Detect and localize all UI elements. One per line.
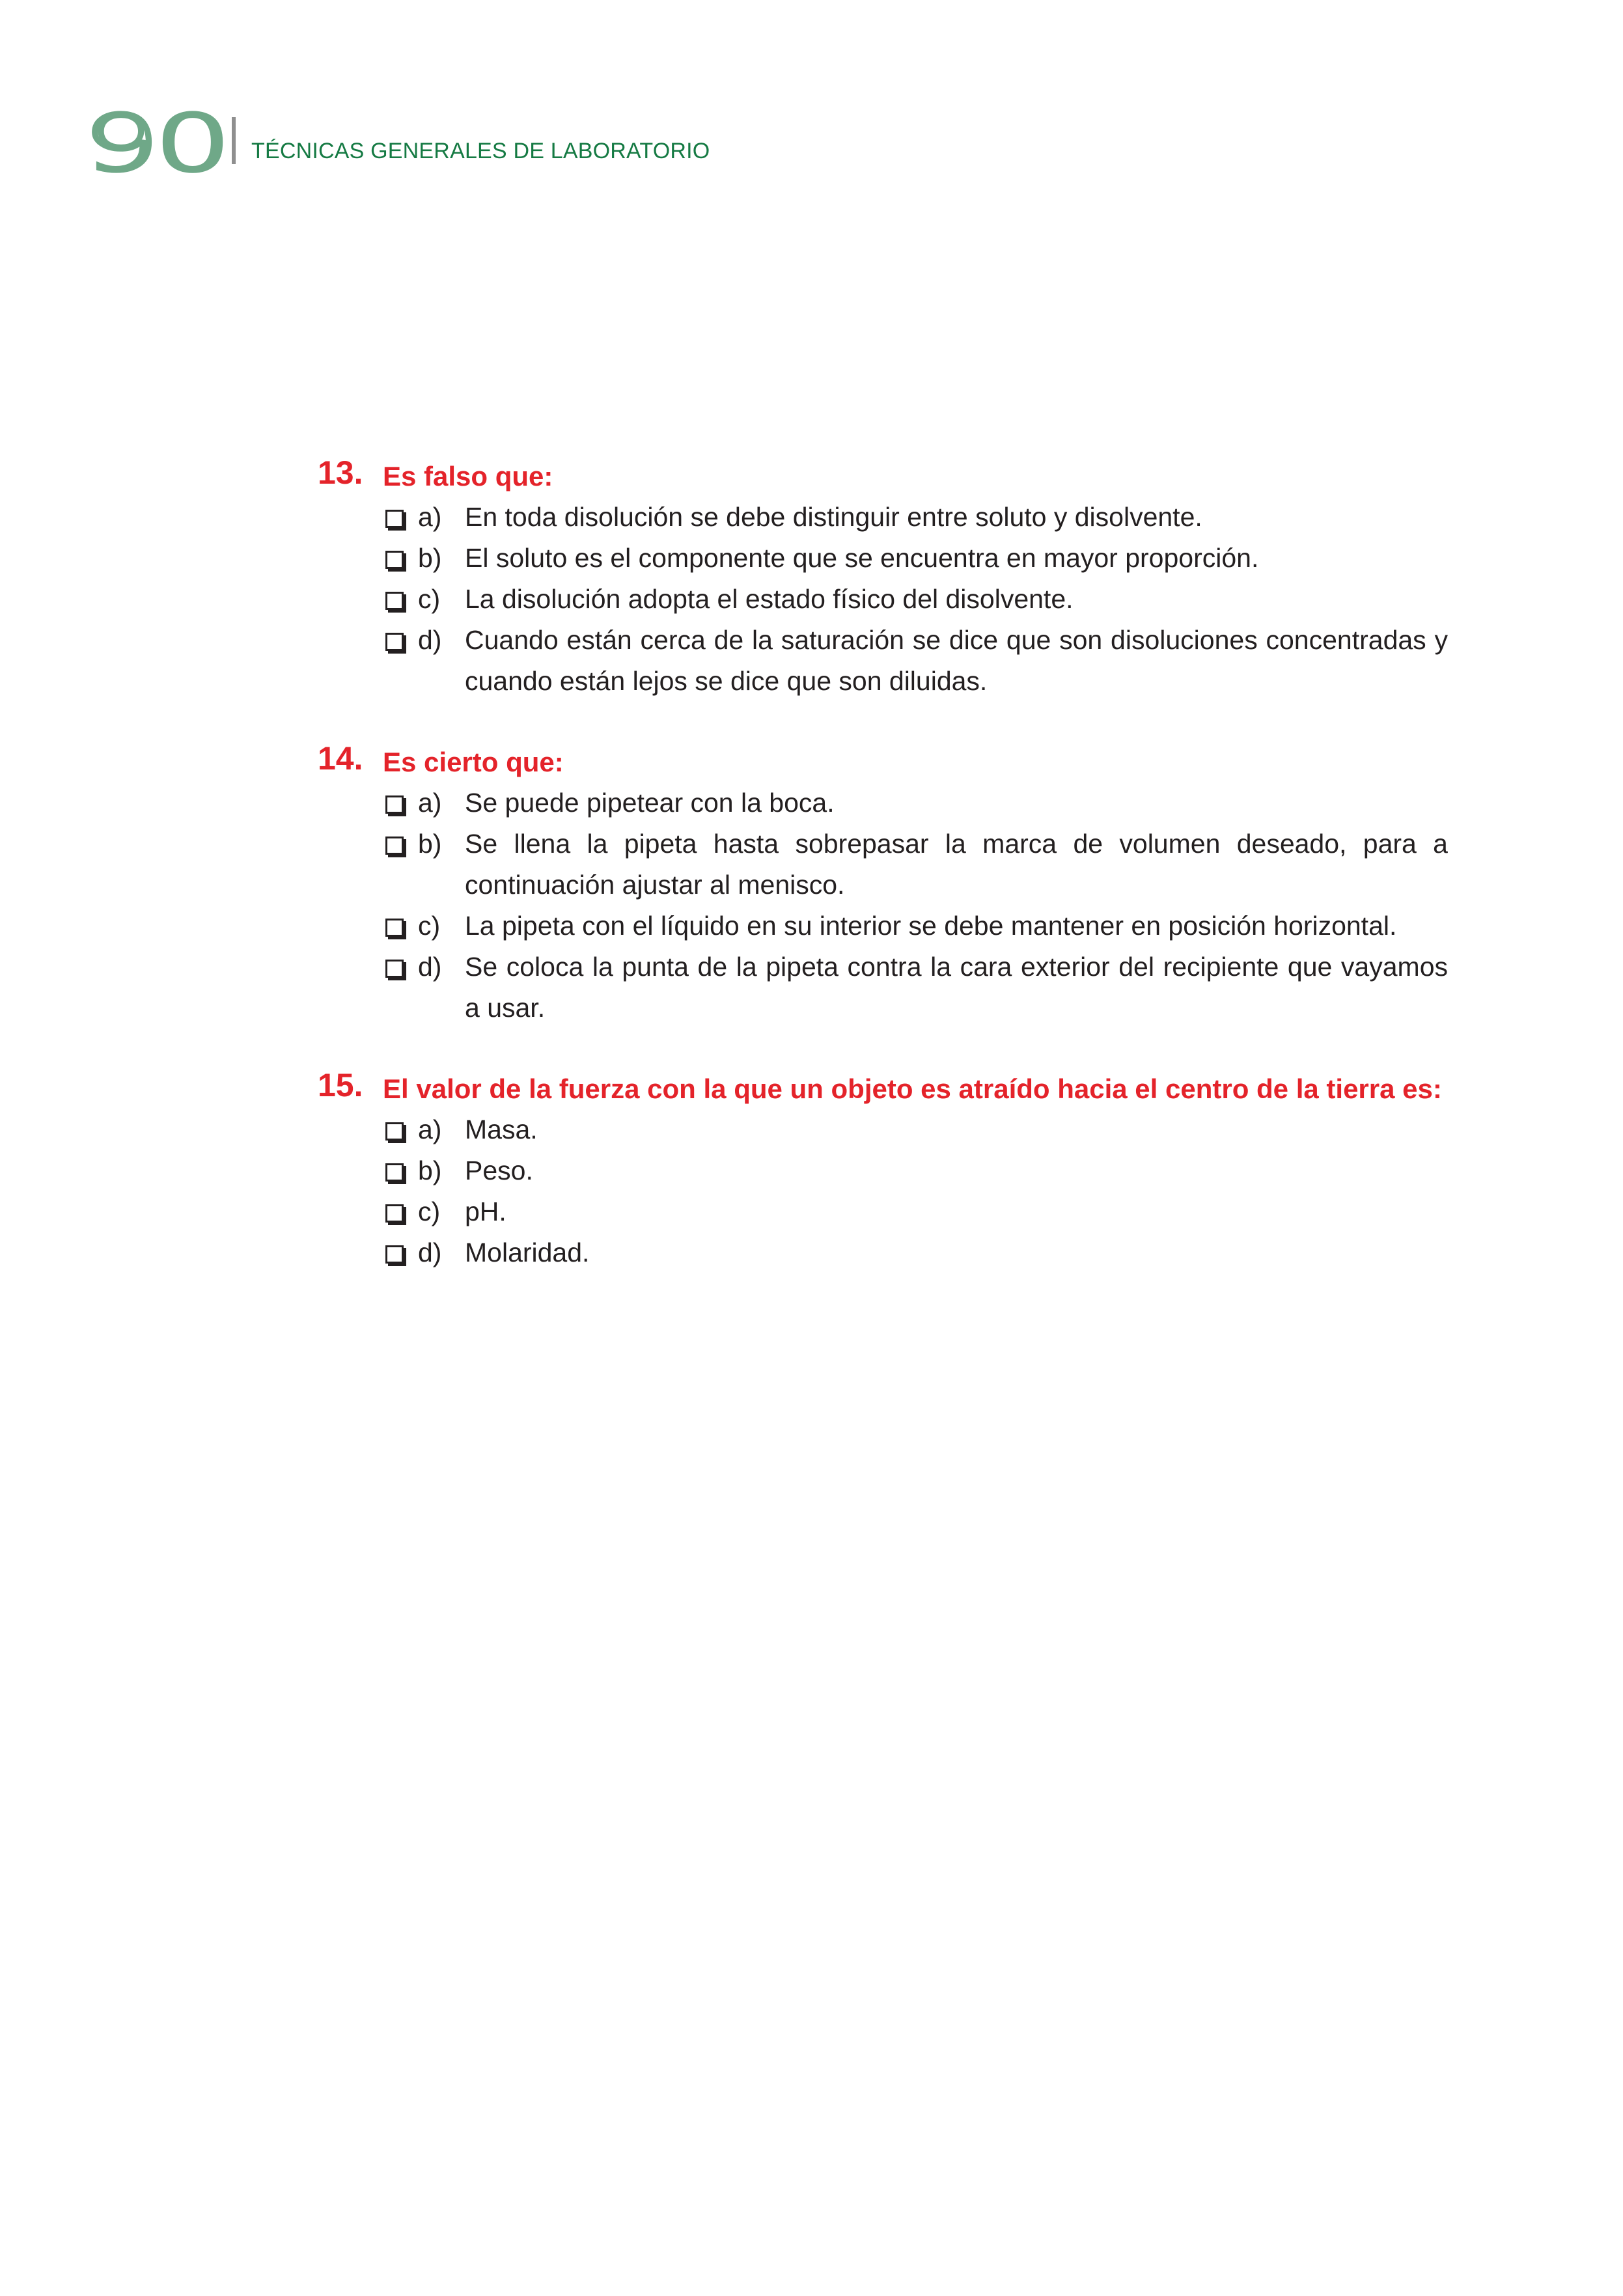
option-letter: d) bbox=[418, 625, 442, 655]
questions-list bbox=[318, 456, 1448, 1313]
option-text: Masa. bbox=[465, 1114, 538, 1144]
option-text: La disolución adopta el estado físico del disolvente. bbox=[465, 584, 1074, 614]
option-d bbox=[318, 947, 1448, 1029]
checkbox-icon[interactable] bbox=[385, 960, 404, 978]
option-text: Peso. bbox=[465, 1155, 533, 1185]
options-list bbox=[318, 1109, 1448, 1273]
page-number: 90 bbox=[83, 98, 227, 188]
option-letter: b) bbox=[418, 543, 442, 573]
option-text: Cuando están cerca de la saturación se dice que son disoluciones concentradas y cuando están lejos se dice que son diluidas. bbox=[465, 625, 1448, 696]
option-text: La pipeta con el líquido en su interior se debe mantener en posición horizontal. bbox=[465, 911, 1397, 941]
question-text: Es cierto que: bbox=[383, 747, 564, 777]
question-13 bbox=[318, 456, 1448, 702]
option-a bbox=[318, 1109, 1448, 1150]
question-text: Es falso que: bbox=[383, 461, 553, 491]
option-c bbox=[318, 579, 1448, 620]
option-c bbox=[318, 1191, 1448, 1232]
checkbox-icon[interactable] bbox=[385, 551, 404, 569]
option-a bbox=[318, 497, 1448, 538]
checkbox-icon[interactable] bbox=[385, 1163, 404, 1182]
checkbox-icon[interactable] bbox=[385, 633, 404, 651]
question-title bbox=[318, 1068, 1448, 1109]
question-14 bbox=[318, 741, 1448, 1029]
option-b bbox=[318, 823, 1448, 906]
checkbox-icon[interactable] bbox=[385, 1204, 404, 1223]
option-letter: c) bbox=[418, 1196, 441, 1226]
section-title: TÉCNICAS GENERALES DE LABORATORIO bbox=[251, 139, 710, 163]
option-letter: c) bbox=[418, 584, 441, 614]
header-divider bbox=[232, 117, 236, 164]
option-letter: a) bbox=[418, 1114, 442, 1144]
option-c bbox=[318, 906, 1448, 947]
option-a bbox=[318, 782, 1448, 823]
option-text: pH. bbox=[465, 1196, 506, 1226]
options-list bbox=[318, 497, 1448, 702]
question-text: El valor de la fuerza con la que un objeto es atraído hacia el centro de la tierra es: bbox=[383, 1073, 1442, 1104]
checkbox-icon[interactable] bbox=[385, 1122, 404, 1141]
option-b bbox=[318, 1150, 1448, 1191]
option-b bbox=[318, 538, 1448, 579]
option-text: El soluto es el componente que se encuentra en mayor proporción. bbox=[465, 543, 1259, 573]
option-letter: d) bbox=[418, 1238, 442, 1267]
option-text: En toda disolución se debe distinguir entre soluto y disolvente. bbox=[465, 502, 1202, 532]
checkbox-icon[interactable] bbox=[385, 510, 404, 528]
checkbox-icon[interactable] bbox=[385, 795, 404, 814]
option-letter: b) bbox=[418, 1155, 442, 1185]
question-number: 14. bbox=[318, 740, 363, 777]
option-text: Molaridad. bbox=[465, 1238, 590, 1267]
question-number: 13. bbox=[318, 454, 363, 491]
options-list bbox=[318, 782, 1448, 1029]
option-text: Se llena la pipeta hasta sobrepasar la marca de volumen deseado, para a continuación ajustar al menisco. bbox=[465, 829, 1448, 900]
option-d bbox=[318, 1232, 1448, 1273]
question-number: 15. bbox=[318, 1067, 363, 1103]
checkbox-icon[interactable] bbox=[385, 1245, 404, 1264]
option-letter: d) bbox=[418, 952, 442, 982]
checkbox-icon[interactable] bbox=[385, 837, 404, 855]
checkbox-icon[interactable] bbox=[385, 919, 404, 937]
option-d bbox=[318, 620, 1448, 702]
option-text: Se coloca la punta de la pipeta contra la cara exterior del recipiente que vayamos a usar. bbox=[465, 952, 1448, 1023]
checkbox-icon[interactable] bbox=[385, 592, 404, 610]
option-letter: a) bbox=[418, 788, 442, 818]
option-letter: b) bbox=[418, 829, 442, 859]
question-title bbox=[318, 456, 1448, 497]
option-text: Se puede pipetear con la boca. bbox=[465, 788, 835, 818]
option-letter: c) bbox=[418, 911, 441, 941]
option-letter: a) bbox=[418, 502, 442, 532]
question-title bbox=[318, 741, 1448, 782]
question-15 bbox=[318, 1068, 1448, 1273]
